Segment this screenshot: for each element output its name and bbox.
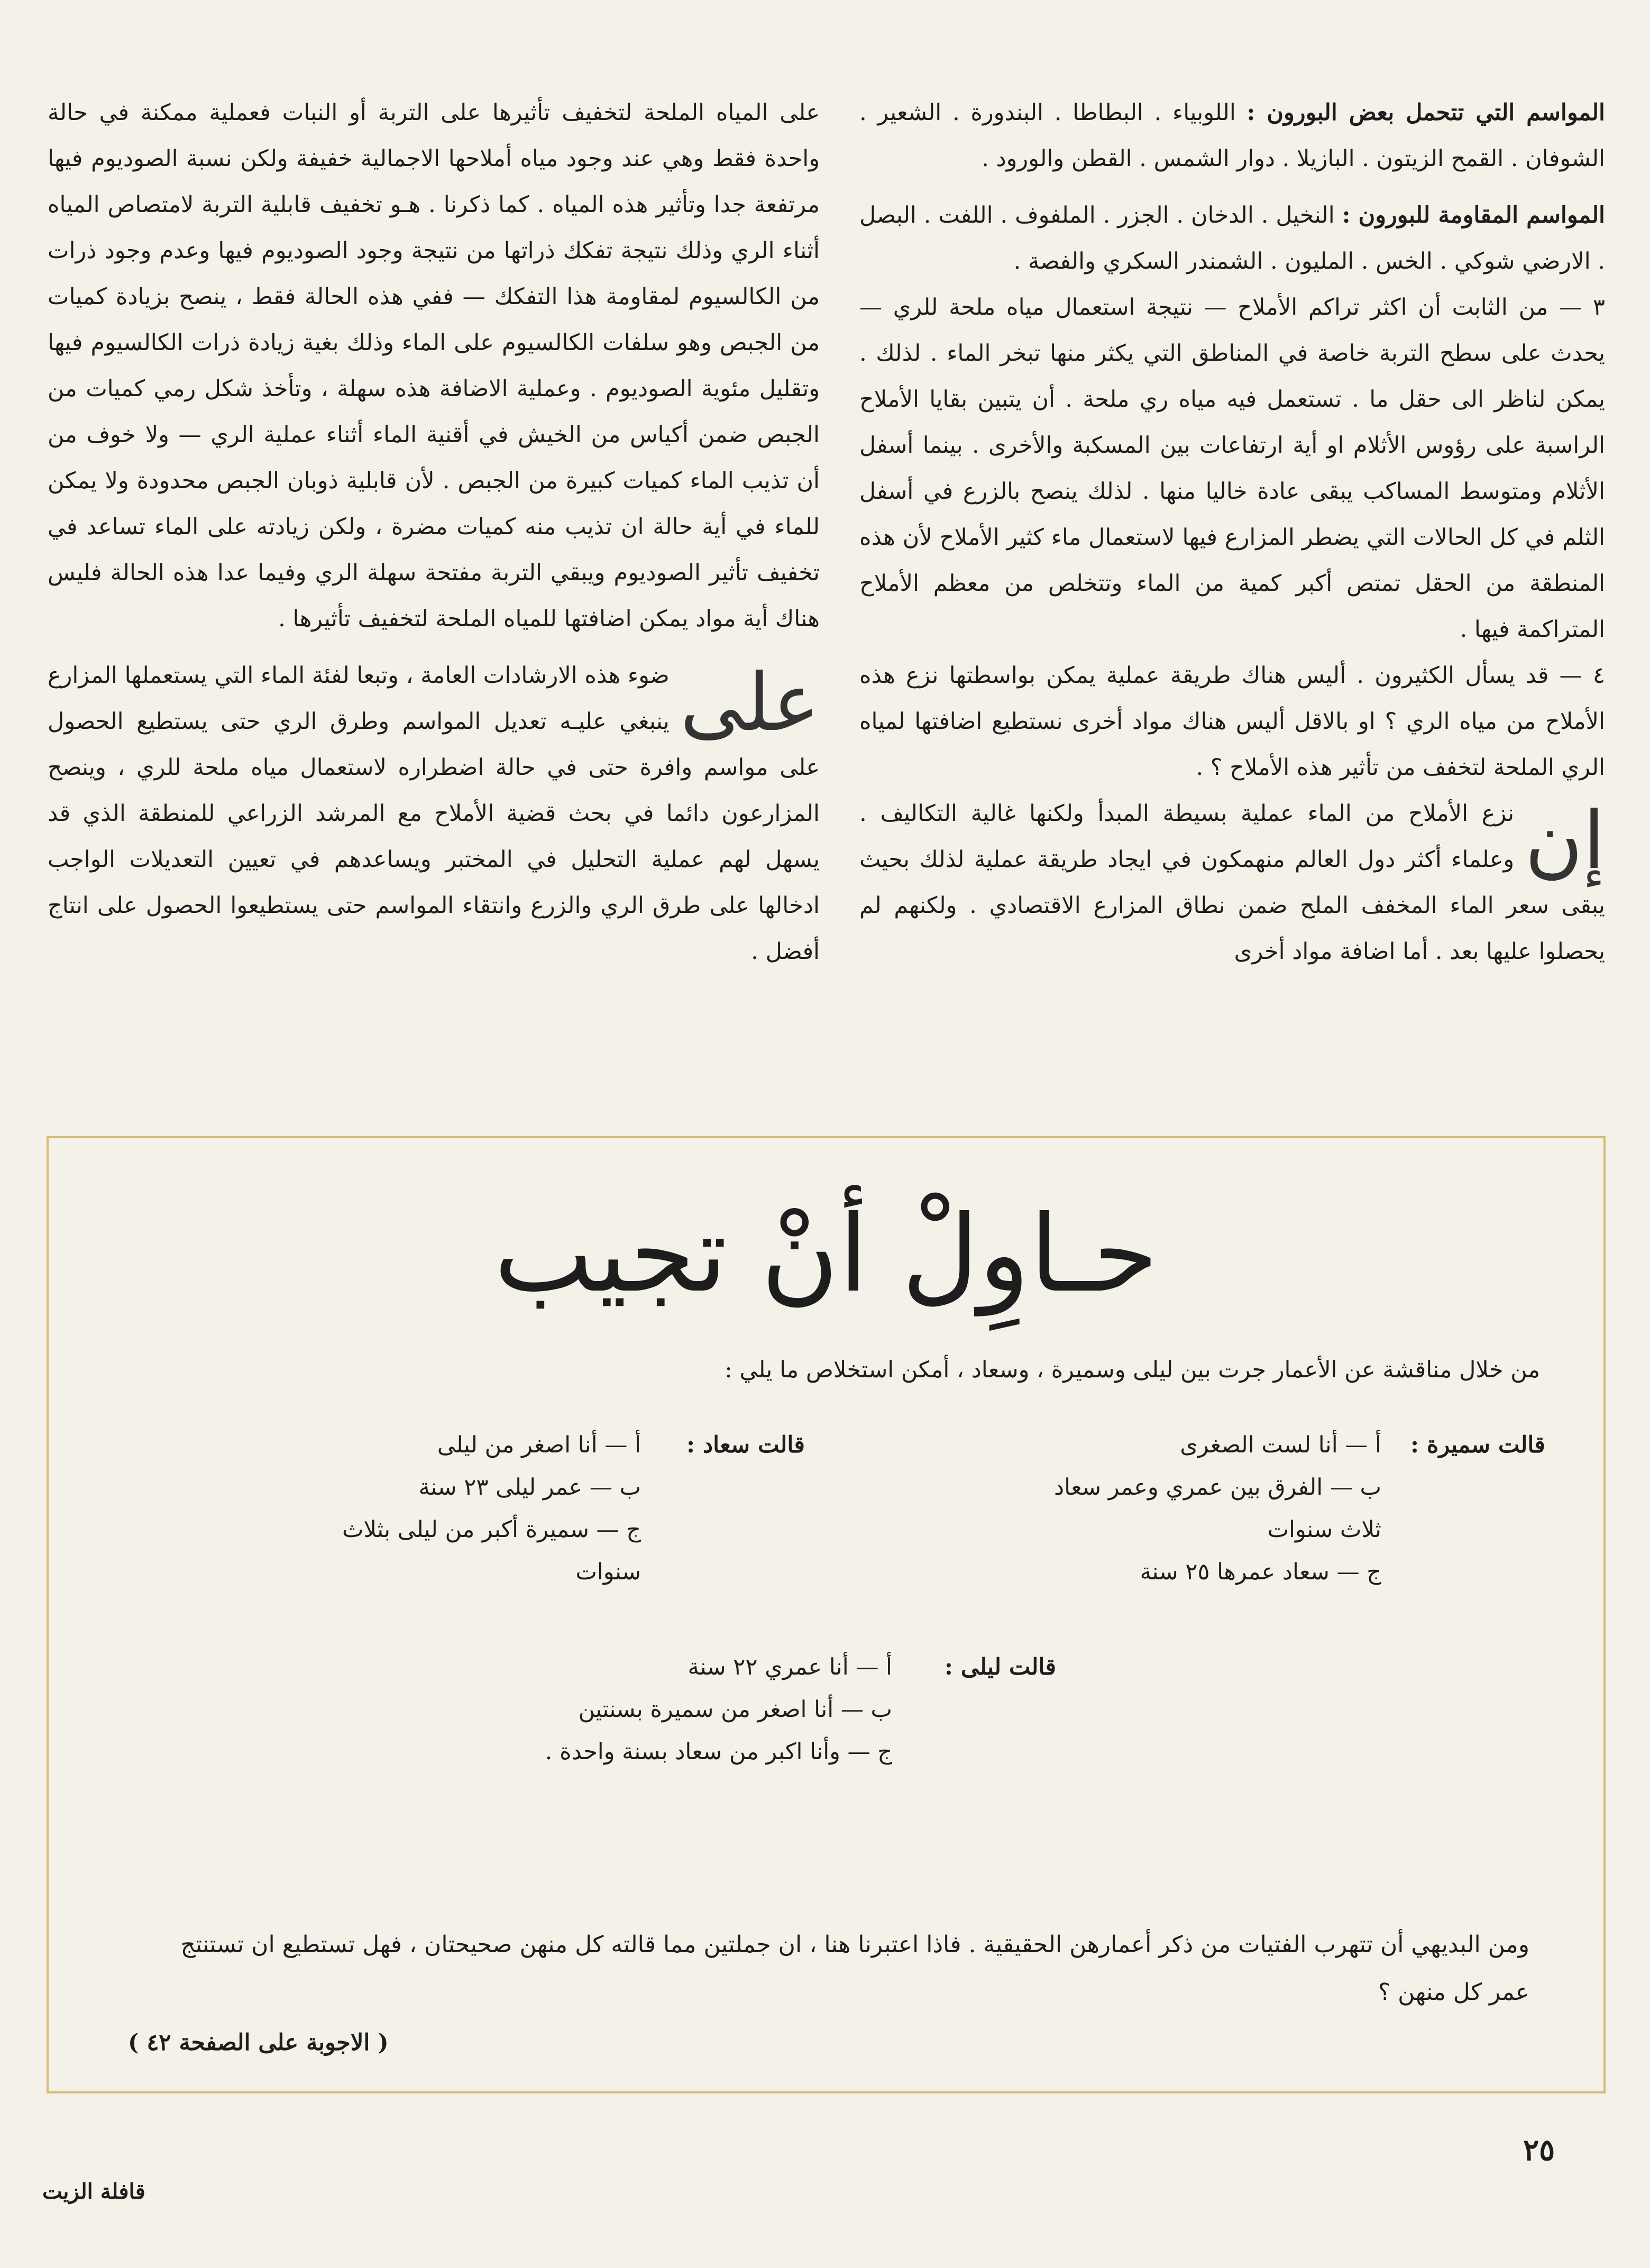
boron-resistant-text: النخيل . الدخان . الجزر . الملفوف . اللفت . البصل . الارضي شوكي . الخس . المليون . الشمندر السكري والفصة . [859,202,1605,275]
drop-cap: على [680,657,820,749]
layla-statement-b: ب — أنا اصغر من سميرة بسنتين [578,1696,892,1723]
suad-statement-a: أ — أنا اصغر من ليلى [437,1432,641,1458]
layla-label: قالت ليلى : [945,1654,1056,1680]
samira-statements [1016,1424,1545,1593]
drop-cap: إن [1525,795,1605,887]
desalination-question-paragraph: ٤ — قد يسأل الكثيرون . أليس هناك طريقة عملية يمكن بواسطتها نزع هذه الأملاح من مياه الري ؟ او بالاقل أليس هناك مواد أخرى نستطيع اضافتها لمياه الري الملحة لتخفف من تأثير هذه الأملاح ؟ . [859,662,1605,781]
boron-tolerant-heading: المواسم التي تتحمل بعض البورون : [1246,99,1605,126]
boron-resistant-paragraph [859,193,1605,285]
samira-statement-a: أ — أنا لست الصغرى [1180,1432,1381,1458]
conclusion-paragraph [48,653,820,975]
conclusion-text: ضوء هذه الارشادات العامة ، وتبعا لفئة الماء التي يستعملها المزارع ينبغي عليـه تعديل المواسم وطرق الري حتى يستطيع الحصول على مواسم وافرة حتى في حالة اضطراره لاستعمال مياه ملحة للري ، وينصح المزارعون دائما في بحث قضية الأملاح مع المرشد الزراعي للمنطقة الذي قد يسهل لهم عملية التحليل في المختبر ويساعدهم في تعيين التعديلات الواجب ادخالها على طرق الري والزرع وانتقاء المواسم حتى يستطيعوا الحصول على انتاج أفضل . [48,662,820,965]
layla-statement-c: ج — وأنا اكبر من سعاد بسنة واحدة . [545,1739,892,1765]
desalination-answer-text: نزع الأملاح من الماء عملية بسيطة المبدأ ولكنها غالية التكاليف . وعلماء أكثر دول العالم منهمكون في ايجاد طريقة عملية لذلك بحيث يبقى سعر الماء المخفف الملح ضمن نطاق المزارع الاقتصادي . ولكنهم لم يحصلوا عليها بعد . أما اضافة مواد أخرى [859,800,1605,965]
boron-tolerant-paragraph [859,90,1605,182]
layla-statements [527,1646,1056,1773]
suad-statement-b: ب — عمر ليلى ٢٣ سنة [418,1474,641,1501]
samira-statement-c: ج — سعاد عمرها ٢٥ سنة [1140,1559,1381,1585]
desalination-answer-paragraph [859,791,1605,975]
gypsum-paragraph: على المياه الملحة لتخفيف تأثيرها على التربة أو النبات فعملية ممكنة في حالة واحدة فقط وهي عند وجود مياه أملاحها الاجمالية خفيفة ولكن نسبة الصوديوم فيها مرتفعة جدا وتأثير هذه المياه . كما ذكرنا . هـو تخفيف قابلية التربة لامتصاص المياه أثناء الري وذلك نتيجة تفكك ذراتها من نتيجة وجود الصوديوم فيها وعدم وجود ذرات من الكالسيوم لمقاومة هذا التفكك — ففي هذه الحالة فقط ، ينصح بزيادة كميات من الجبص وهو سلفات الكالسيوم على الماء وذلك بغية زيادة ذرات الكالسيوم فيها وتقليل مئوية الصوديوم . وعملية الاضافة هذه سهلة ، وتأخذ شكل رمي كميات من الجبص ضمن أكياس من الخيش في أقنية الماء أثناء عملية الري — ولا خوف من أن تذيب الماء كميات كبيرة من الجبص . لأن قابلية ذوبان الجبص محدودة ولا يمكن للماء في أية حالة ان تذيب منه كميات مضرة ، ولكن زيادته على الماء تساعد في تخفيف تأثير الصوديوم ويبقي التربة مفتحة سهلة الري وفيما عدا هذه الحالة فليس هناك أية مواد يمكن اضافتها للمياه الملحة لتخفيف تأثيرها . [48,99,820,632]
puzzle-intro: من خلال مناقشة عن الأعمار جرت بين ليلى وسميرة ، وسعاد ، أمكن استخلاص ما يلي : [725,1357,1540,1383]
suad-statements [302,1424,805,1593]
answers-reference: ( الاجوبة على الصفحة ٤٢ ) [128,2029,389,2056]
boron-resistant-heading: المواسم المقاومة للبورون : [1342,202,1605,228]
right-column [859,90,1605,975]
puzzle-question: ومن البديهي أن تتهرب الفتيات من ذكر أعمارهن الحقيقية . فاذا اعتبرنا هنا ، ان جملتين مما قالته كل منهن صحيحتان ، فهل تستطيع ان تستنتج عمر كل منهن ؟ [180,1931,1529,2006]
suad-statement-c: ج — سميرة أكبر من ليلى بثلاث سنوات [342,1516,641,1585]
magazine-name: قافلة الزيت [42,2179,145,2204]
suad-label: قالت سعاد : [686,1432,805,1458]
layla-statement-a: أ — أنا عمري ٢٢ سنة [688,1654,892,1680]
boron-tolerant-text: اللوبياء . البطاطا . البندورة . الشعير . الشوفان . القمح الزيتون . البازيلا . دوار الشمس . القطن والورود . [859,99,1605,172]
puzzle-title: حـاوِلْ أنْ تجيب [493,1193,1159,1316]
salt-accumulation-paragraph: ٣ — من الثابت أن اكثر تراكم الأملاح — نتيجة استعمال مياه ملحة للري — يحدث على سطح التربة خاصة في المناطق التي يكثر منها تبخر الماء . لذلك . يمكن لناظر الى حقل ما . تستعمل فيه مياه ري ملحة . أن يتبين بقايا الأملاح الراسبة على رؤوس الأثلام او أية ارتفاعات بين المسكبة والأخرى . بينما أسفل الأثلام ومتوسط المساكب يبقى عادة خاليا منها . لذلك ينصح بالزرع في أسفل الثلم في كل الحالات التي يضطر المزارع فيها لاستعمال ماء كثير الأملاح لأن هذه المنطقة من الحقل تمتص أكبر كمية من الماء وتتخلص من معظم الأملاح المتراكمة فيها . [859,294,1605,643]
samira-statement-b: ب — الفرق بين عمري وعمر سعاد ثلاث سنوات [1054,1474,1381,1543]
page-number: ٢٥ [1523,2133,1555,2168]
left-column [48,90,820,975]
samira-label: قالت سميرة : [1410,1432,1545,1458]
puzzle-box [47,1136,1606,2093]
